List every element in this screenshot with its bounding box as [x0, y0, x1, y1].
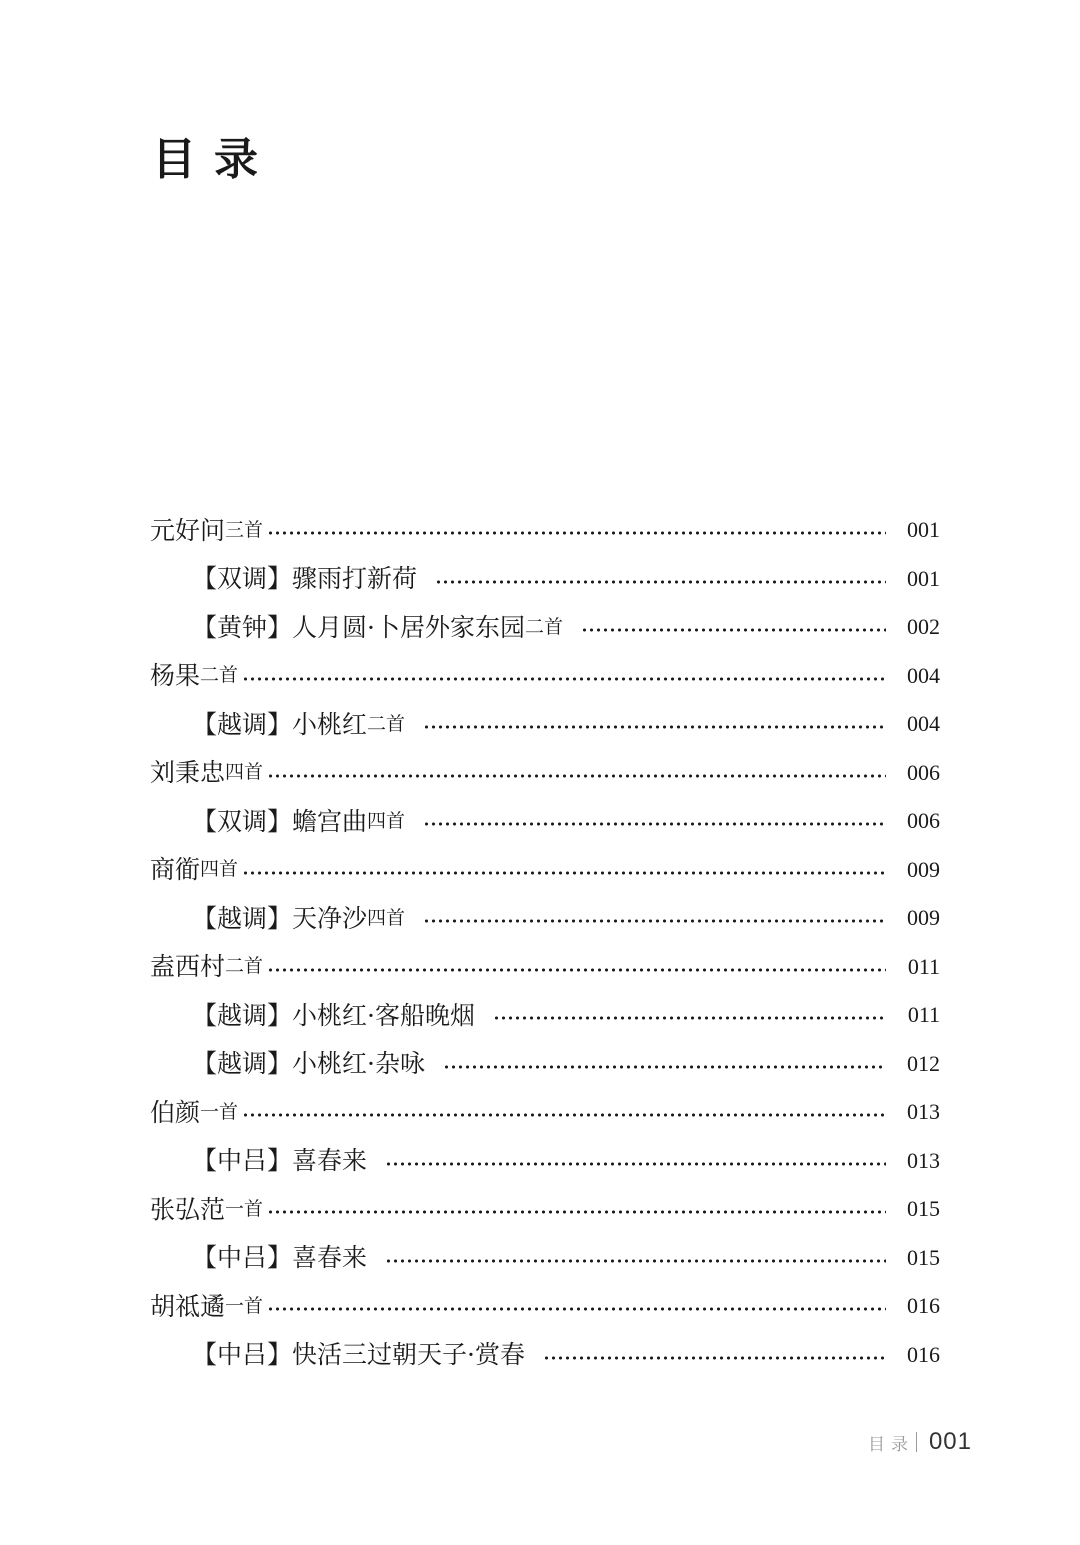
footer-divider	[916, 1432, 917, 1452]
toc-page-number: 009	[907, 905, 940, 931]
toc-entry-count: 二首	[367, 712, 406, 735]
toc-page-number: 013	[907, 1099, 940, 1125]
toc-entry-title: 【中吕】喜春来	[192, 1243, 368, 1273]
toc-page-number: 011	[907, 1002, 940, 1028]
toc-entry-count: 二首	[524, 615, 563, 638]
toc-page-number: 012	[907, 1050, 940, 1076]
toc-entry-title: 杨果	[150, 661, 201, 691]
page-title: 目录	[152, 134, 276, 185]
dot-leader	[242, 871, 886, 875]
toc-work-entry[interactable]	[150, 1234, 940, 1283]
toc-entry-title: 【黄钟】人月圆·卜居外家东园	[192, 612, 525, 642]
toc-author-entry[interactable]	[150, 749, 940, 798]
dot-leader	[543, 1356, 886, 1360]
toc-entry-title: 元好问	[150, 515, 226, 545]
toc-entry-title: 【双调】骤雨打新荷	[192, 564, 418, 594]
toc-entry-title: 商衜	[150, 855, 201, 885]
toc-entry-title: 盍西村	[150, 952, 226, 982]
toc-page-number: 006	[907, 759, 940, 785]
toc-author-entry[interactable]	[150, 846, 940, 895]
toc-entry-title: 【双调】蟾宫曲	[192, 806, 368, 836]
toc-work-entry[interactable]	[150, 797, 940, 846]
toc-entry-count: 二首	[200, 664, 239, 687]
footer-page-number: 001	[928, 1428, 972, 1455]
toc-page-number: 009	[907, 856, 940, 882]
toc-entry-count: 一首	[200, 1100, 239, 1123]
toc-entry-count: 一首	[225, 1294, 264, 1317]
dot-leader	[423, 725, 886, 729]
toc-page-number: 011	[907, 953, 940, 979]
dot-leader	[267, 1210, 886, 1214]
toc-author-entry[interactable]	[150, 943, 940, 992]
dot-leader	[493, 1016, 886, 1020]
dot-leader	[267, 774, 886, 778]
toc-entry-count: 三首	[225, 518, 264, 541]
dot-leader	[443, 1065, 886, 1069]
toc-entry-title: 张弘范	[150, 1194, 226, 1224]
toc-page-number: 015	[907, 1244, 940, 1270]
toc-entry-title: 【越调】小桃红	[192, 709, 368, 739]
toc-entry-count: 二首	[225, 955, 264, 978]
toc-author-entry[interactable]	[150, 652, 940, 701]
toc-entry-title: 【越调】天净沙	[192, 903, 368, 933]
dot-leader	[242, 677, 886, 681]
toc-entry-title: 【越调】小桃红·杂咏	[192, 1049, 425, 1079]
toc-entry-title: 【中吕】快活三过朝天子·赏春	[192, 1340, 525, 1370]
toc-author-entry[interactable]	[150, 1185, 940, 1234]
dot-leader	[242, 1113, 886, 1117]
toc-work-entry[interactable]	[150, 1137, 940, 1186]
toc-work-entry[interactable]	[150, 603, 940, 652]
dot-leader	[385, 1162, 886, 1166]
toc-entry-count: 一首	[225, 1197, 264, 1220]
toc-entry-title: 【越调】小桃红·客船晚烟	[192, 1000, 475, 1030]
toc-entry-count: 四首	[367, 906, 406, 929]
toc-page-number: 015	[907, 1196, 940, 1222]
dot-leader	[267, 1307, 886, 1311]
toc-author-entry[interactable]	[150, 1282, 940, 1331]
page-footer	[868, 1428, 972, 1456]
toc-page-number: 006	[907, 808, 940, 834]
dot-leader	[267, 968, 886, 972]
toc-entry-title: 伯颜	[150, 1097, 201, 1127]
toc-work-entry[interactable]	[150, 1331, 940, 1380]
dot-leader	[423, 919, 886, 923]
toc-page-number: 004	[907, 662, 940, 688]
toc-page-number: 004	[907, 711, 940, 737]
toc-page-number: 001	[907, 565, 940, 591]
toc-author-entry[interactable]	[150, 506, 940, 555]
dot-leader	[581, 628, 886, 632]
dot-leader	[385, 1259, 886, 1263]
toc-author-entry[interactable]	[150, 1088, 940, 1137]
toc-page-number: 002	[907, 614, 940, 640]
toc-page-number: 016	[907, 1341, 940, 1367]
toc-entry-title: 刘秉忠	[150, 758, 226, 788]
toc-entry-count: 四首	[200, 858, 239, 881]
toc-work-entry[interactable]	[150, 991, 940, 1040]
dot-leader	[267, 531, 886, 535]
toc-work-entry[interactable]	[150, 555, 940, 604]
toc-work-entry[interactable]	[150, 1040, 940, 1089]
toc-work-entry[interactable]	[150, 894, 940, 943]
footer-label: 目录	[867, 1434, 914, 1454]
toc-entry-count: 四首	[225, 761, 264, 784]
toc-entry-title: 胡祗遹	[150, 1291, 226, 1321]
table-of-contents	[150, 506, 940, 1379]
toc-work-entry[interactable]	[150, 700, 940, 749]
toc-entry-title: 【中吕】喜春来	[192, 1146, 368, 1176]
toc-page-number: 016	[907, 1293, 940, 1319]
toc-page-number: 001	[907, 517, 940, 543]
toc-entry-count: 四首	[367, 809, 406, 832]
dot-leader	[435, 580, 886, 584]
dot-leader	[423, 822, 886, 826]
toc-page-number: 013	[907, 1147, 940, 1173]
